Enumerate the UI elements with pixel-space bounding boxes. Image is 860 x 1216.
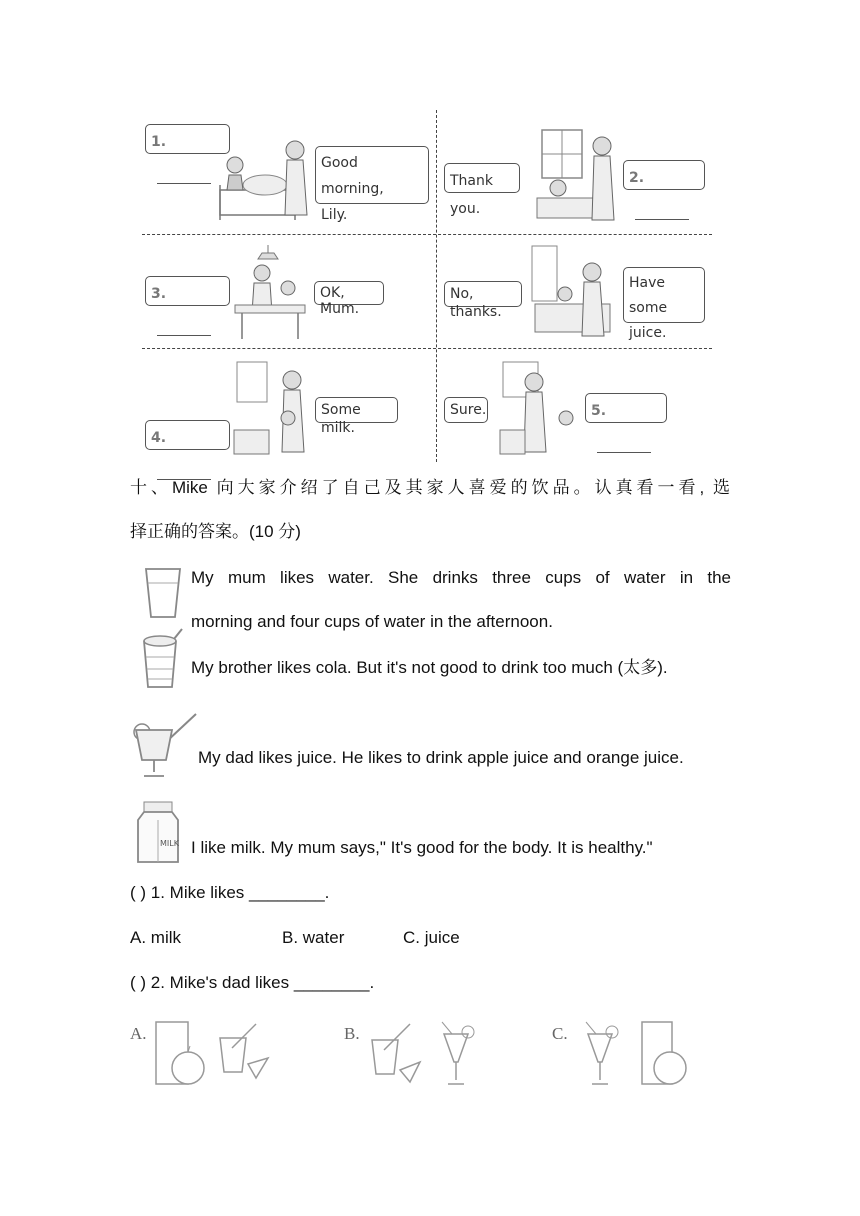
q2-option-c-image[interactable] [582, 1020, 694, 1088]
bubble-text: No, thanks. [450, 286, 502, 320]
cola-cup-icon [140, 627, 186, 693]
dialogue-bubble-sure [444, 397, 488, 423]
dialogue-bubble-no-thanks [444, 281, 522, 320]
answer-blank[interactable] [157, 321, 211, 336]
section-heading-line2: 择正确的答案。(10 分) [130, 522, 301, 541]
passage-milk: I like milk. My mum says," It's good for the body. It is healthy." [191, 838, 653, 857]
scene-kitchen-2-illustration [498, 360, 588, 456]
answer-blank[interactable] [635, 205, 689, 220]
scene-sofa-illustration [530, 244, 625, 340]
q2-option-b-image[interactable] [368, 1020, 480, 1088]
dialogue-bubble-ok-mum [314, 281, 384, 317]
q1-option-c[interactable]: C. juice [403, 928, 460, 947]
dialogue-bubble-thank-you [444, 163, 520, 217]
bubble-text-line2: juice. [629, 325, 667, 341]
q2-option-a-label[interactable]: A. [130, 1024, 147, 1043]
grid-horizontal-divider-1 [142, 234, 712, 235]
answer-blank[interactable] [157, 169, 211, 184]
carrot-icon [248, 1058, 268, 1078]
dialogue-bubble-2 [623, 160, 705, 190]
blank-number: 1. [151, 134, 167, 150]
bubble-text-line2: Lily. [321, 207, 348, 223]
milk-carton-label: MILK [160, 839, 179, 848]
section-heading-line1: 十、Mike 向大家介绍了自己及其家人喜爱的饮品。认真看一看, 选 [130, 478, 730, 497]
dialogue-bubble-3 [145, 276, 230, 306]
q2-option-a-image[interactable] [152, 1018, 274, 1088]
grid-horizontal-divider-2 [142, 348, 712, 349]
scene-dining-illustration [230, 243, 315, 341]
milk-carton-icon [134, 800, 182, 864]
juice-glass-icon [130, 712, 200, 782]
grid-vertical-divider [436, 110, 437, 462]
blank-number: 4. [151, 430, 167, 446]
blank-number: 2. [629, 170, 645, 186]
bubble-text: OK, Mum. [320, 285, 360, 317]
carrot-icon [400, 1062, 420, 1082]
blank-number: 3. [151, 286, 167, 302]
bubble-text: Sure. [450, 402, 487, 418]
passage-water-line1: My mum likes water. She drinks three cups of water in the [191, 568, 731, 587]
bubble-text-line1: Good morning, [321, 155, 384, 197]
scene-kitchen-illustration [232, 360, 317, 456]
dialogue-bubble-5 [585, 393, 667, 423]
apple-icon [172, 1052, 204, 1084]
passage-juice: My dad likes juice. He likes to drink apple juice and orange juice. [198, 748, 684, 767]
passage-cola: My brother likes cola. But it's not good to drink too much (太多). [191, 658, 668, 677]
scene-bedroom-illustration [215, 135, 315, 225]
dialogue-bubble-4 [145, 420, 230, 450]
dialogue-bubble-have-some-juice [623, 267, 705, 341]
water-glass-icon [143, 565, 183, 620]
q1-option-b[interactable]: B. water [282, 928, 345, 947]
bubble-text: Some milk. [321, 402, 361, 436]
question-1: ( ) 1. Mike likes ________. [130, 883, 330, 902]
q2-option-b-label[interactable]: B. [344, 1024, 360, 1043]
passage-water-line2: morning and four cups of water in the afternoon. [191, 612, 553, 631]
dialogue-bubble-some-milk [315, 397, 398, 436]
bubble-text: Thank you. [450, 173, 493, 217]
scene-living-room-illustration [532, 128, 627, 224]
q1-option-a[interactable]: A. milk [130, 928, 181, 947]
bubble-text-line1: Have some [629, 275, 668, 316]
q2-option-c-label[interactable]: C. [552, 1024, 568, 1043]
answer-blank[interactable] [597, 438, 651, 453]
apple-icon [654, 1052, 686, 1084]
question-2: ( ) 2. Mike's dad likes ________. [130, 973, 375, 992]
dialogue-bubble-good-morning [315, 146, 429, 223]
blank-number: 5. [591, 403, 607, 419]
